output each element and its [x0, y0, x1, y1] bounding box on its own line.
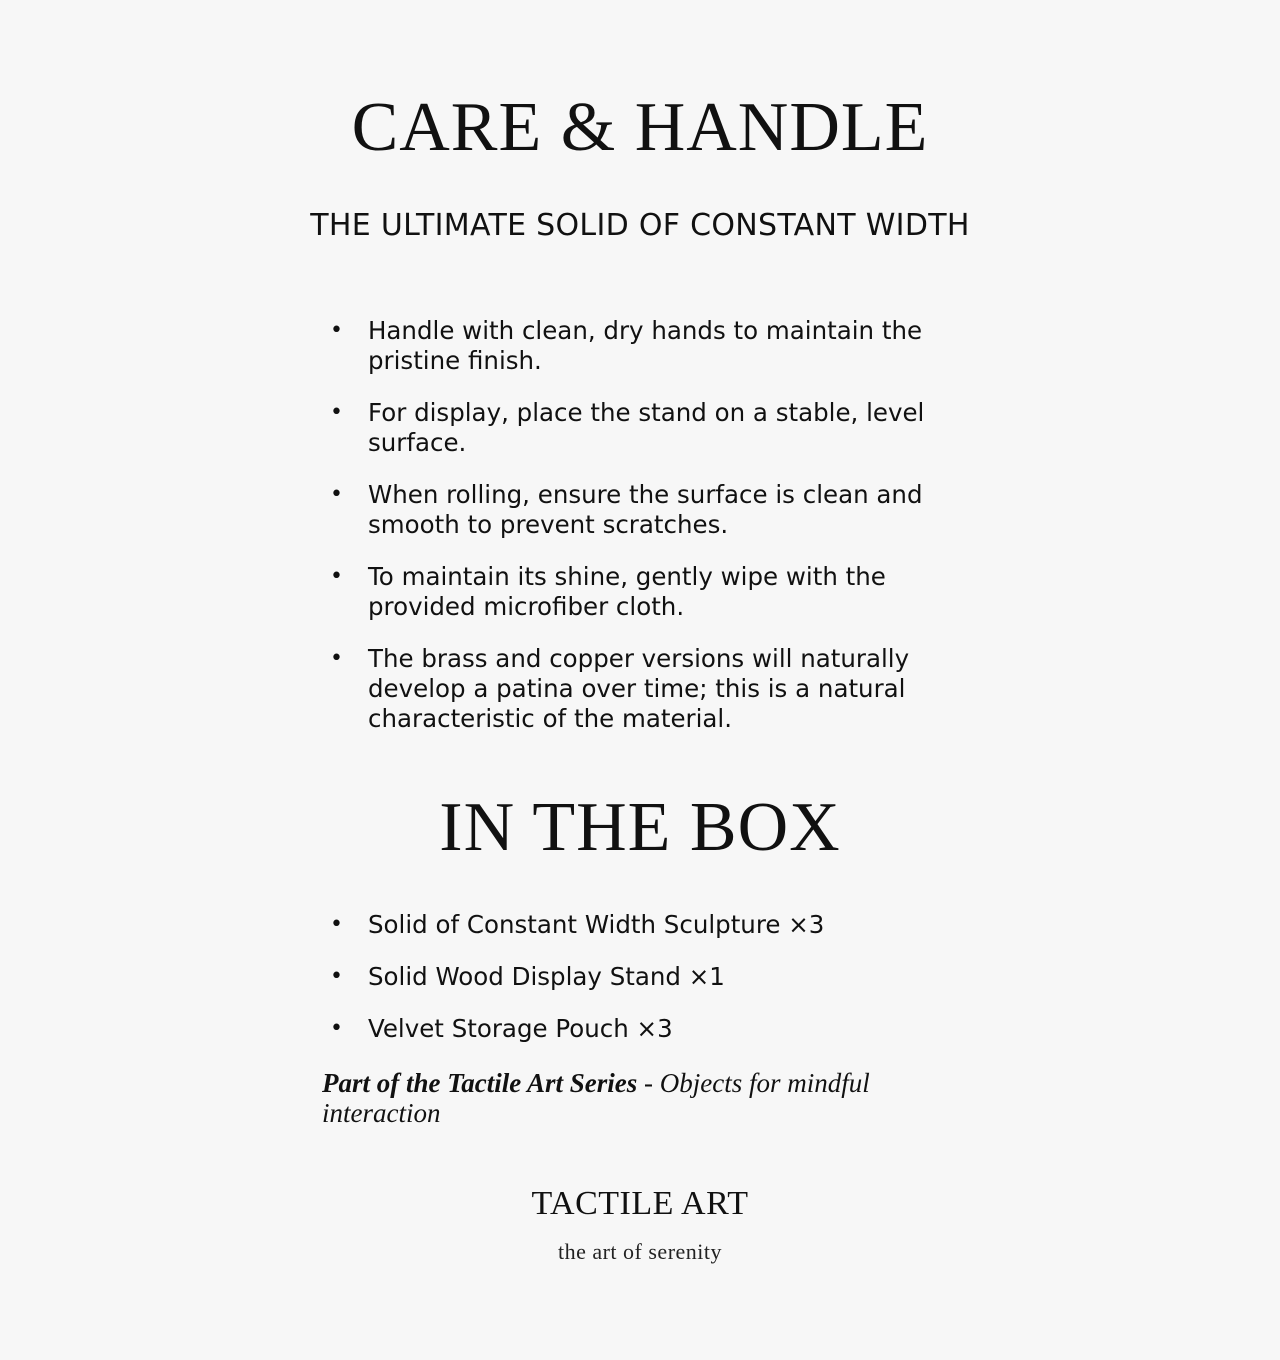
- care-item-text: The brass and copper versions will naturally develop a patina over time; this is a natural characteristic of the material.: [368, 644, 910, 733]
- bullet-icon: •: [330, 646, 343, 671]
- care-item-text: When rolling, ensure the surface is clean and smooth to prevent scratches.: [368, 480, 923, 539]
- care-item-text: Handle with clean, dry hands to maintain the pristine finish.: [368, 316, 923, 375]
- box-item: [328, 1014, 978, 1044]
- bullet-icon: •: [330, 318, 343, 343]
- box-item-text: Solid Wood Display Stand ×1: [368, 962, 725, 991]
- bullet-icon: •: [330, 1016, 343, 1041]
- brand-name: TACTILE ART: [531, 1185, 749, 1222]
- box-item: [328, 910, 978, 940]
- series-separator: -: [637, 1068, 660, 1098]
- care-item-text: To maintain its shine, gently wipe with the provided microfiber cloth.: [368, 562, 886, 621]
- bullet-icon: •: [330, 964, 343, 989]
- care-list: [328, 316, 978, 756]
- care-item-text: For display, place the stand on a stable, level surface.: [368, 398, 925, 457]
- box-item-text: Solid of Constant Width Sculpture ×3: [368, 910, 825, 939]
- in-the-box-heading: IN THE BOX: [439, 789, 841, 866]
- care-item: [328, 316, 978, 376]
- series-note: [322, 1068, 962, 1128]
- brand-tagline: the art of serenity: [557, 1239, 723, 1264]
- bullet-icon: •: [330, 564, 343, 589]
- box-item: [328, 962, 978, 992]
- bullet-icon: •: [330, 482, 343, 507]
- bullet-icon: •: [330, 912, 343, 937]
- box-contents-list: [328, 910, 978, 1066]
- care-heading: CARE & HANDLE: [351, 89, 929, 166]
- series-name: Part of the Tactile Art Series: [322, 1068, 638, 1098]
- bullet-icon: •: [330, 400, 343, 425]
- care-item: [328, 480, 978, 540]
- box-item-text: Velvet Storage Pouch ×3: [368, 1014, 673, 1043]
- series-description: Objects for mindful interaction: [322, 1068, 870, 1128]
- care-item: [328, 398, 978, 458]
- product-subtitle: THE ULTIMATE SOLID OF CONSTANT WIDTH: [310, 208, 970, 243]
- care-item: [328, 644, 978, 734]
- care-item: [328, 562, 978, 622]
